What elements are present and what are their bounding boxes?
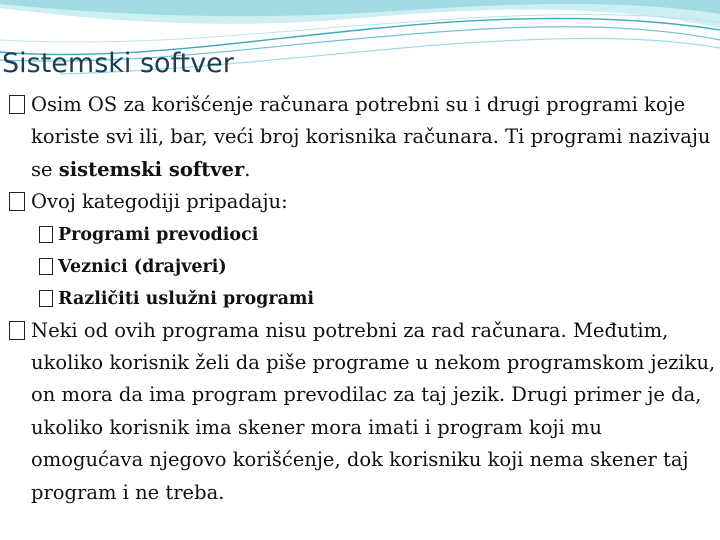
missing-glyph-box-icon: [39, 283, 53, 315]
slide-title: Sistemski softver: [2, 48, 234, 79]
bullet-text: Osim OS za korišćenje računara potrebni su i drugi programi koje koriste svi ili, bar, veći broj korisnika računara. Ti programi nazivaju se: [31, 93, 711, 181]
bullet-text-end: .: [244, 157, 251, 181]
missing-glyph-box-icon: [39, 219, 53, 251]
slide-body: [0, 89, 716, 509]
bullet-item: [0, 89, 716, 186]
missing-glyph-box-icon: [9, 186, 25, 218]
sub-bullet-text: Veznici (drajveri): [58, 256, 227, 277]
sub-bullet-item: [0, 251, 716, 283]
bullet-item: [0, 186, 716, 218]
bullet-emphasis: sistemski softver: [58, 157, 245, 181]
bullet-text: Neki od ovih programa nisu potrebni za rad računara. Međutim, ukoliko korisnik želi da piše programe u nekom programskom jeziku, on mora da ima program prevodilac za taj jezik. Drugi primer je da, ukoliko korisnik ima skener mora imati i program koji mu omogućava njegovo korišćenje, dok korisniku koji nema skener taj program i ne treba.: [31, 318, 716, 504]
missing-glyph-box-icon: [9, 315, 25, 347]
sub-bullet-text: Različiti uslužni programi: [58, 288, 315, 309]
bullet-item: [0, 315, 716, 509]
sub-bullet-item: [0, 219, 716, 251]
sub-bullet-text: Programi prevodioci: [58, 224, 259, 245]
bullet-text: Ovoj kategodiji pripadaju:: [31, 190, 288, 214]
missing-glyph-box-icon: [9, 89, 25, 121]
missing-glyph-box-icon: [39, 251, 53, 283]
sub-bullet-item: [0, 283, 716, 315]
